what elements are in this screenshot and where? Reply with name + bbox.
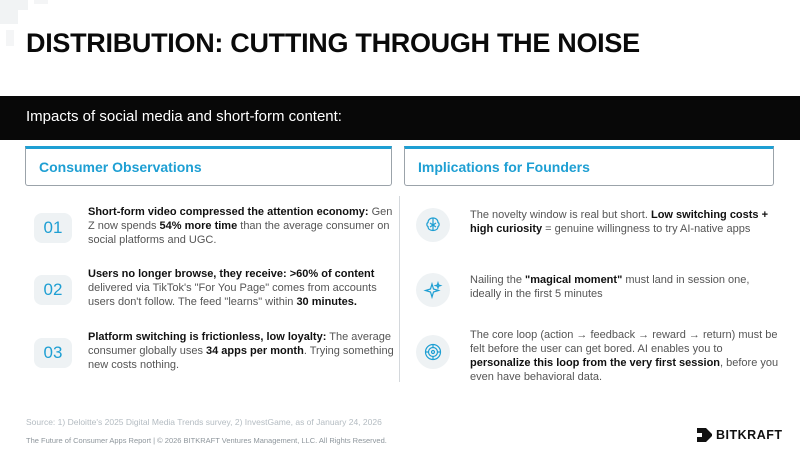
founder-implications-header	[404, 146, 774, 186]
observation-text: Short-form video compressed the attention economy: Gen Z now spends 54% more time than the average consumer on social platforms and UGC.	[88, 206, 393, 246]
subtitle-band-text: Impacts of social media and short-form content:	[26, 108, 342, 125]
source-note: Source: 1) Deloitte's 2025 Digital Media Trends survey, 2) InvestGame, as of January 24, 2026	[26, 417, 382, 427]
column-divider	[399, 196, 400, 382]
observation-number: 01	[34, 213, 72, 243]
implication-text: Nailing the "magical moment" must land in session one, ideally in the first 5 minutes	[470, 274, 750, 300]
consumer-observations-label: Consumer Observations	[39, 159, 202, 175]
subtitle-band	[0, 96, 800, 140]
implication-text: The core loop (action → feedback → reward → return) must be felt before the user can get bored. AI enables you to personalize this loop from the very first session, before you even have behavioral data.	[470, 329, 779, 383]
loop-icon	[416, 335, 450, 369]
observation-number: 03	[34, 338, 72, 368]
page-title: DISTRIBUTION: CUTTING THROUGH THE NOISE	[26, 28, 640, 58]
founder-implications-label: Implications for Founders	[418, 159, 590, 175]
observation-item	[34, 205, 394, 255]
observation-text: Users no longer browse, they receive: >60% of content delivered via TikTok's "For You Page" comes from accounts users don't follow. The feed "learns" within 30 minutes.	[88, 268, 377, 308]
bitkraft-logo-text: BITKRAFT	[716, 428, 783, 442]
observation-item	[34, 267, 394, 317]
implication-item	[416, 208, 776, 258]
bitkraft-logo	[697, 428, 783, 442]
bitkraft-logo-icon	[697, 428, 712, 442]
brain-icon	[416, 208, 450, 242]
implication-item	[416, 328, 779, 383]
implication-text: The novelty window is real but short. Low switching costs + high curiosity = genuine willingness to try AI-native apps	[470, 209, 769, 235]
observation-item	[34, 330, 394, 380]
observation-text: Platform switching is frictionless, low loyalty: The average consumer globally uses 34 apps per month. Trying something new costs nothing.	[88, 331, 394, 371]
implication-item	[416, 273, 776, 323]
footer-copyright: The Future of Consumer Apps Report | © 2026 BITKRAFT Ventures Management, LLC. All Rights Reserved.	[26, 436, 387, 445]
sparkle-icon	[416, 273, 450, 307]
consumer-observations-header	[25, 146, 392, 186]
observation-number: 02	[34, 275, 72, 305]
